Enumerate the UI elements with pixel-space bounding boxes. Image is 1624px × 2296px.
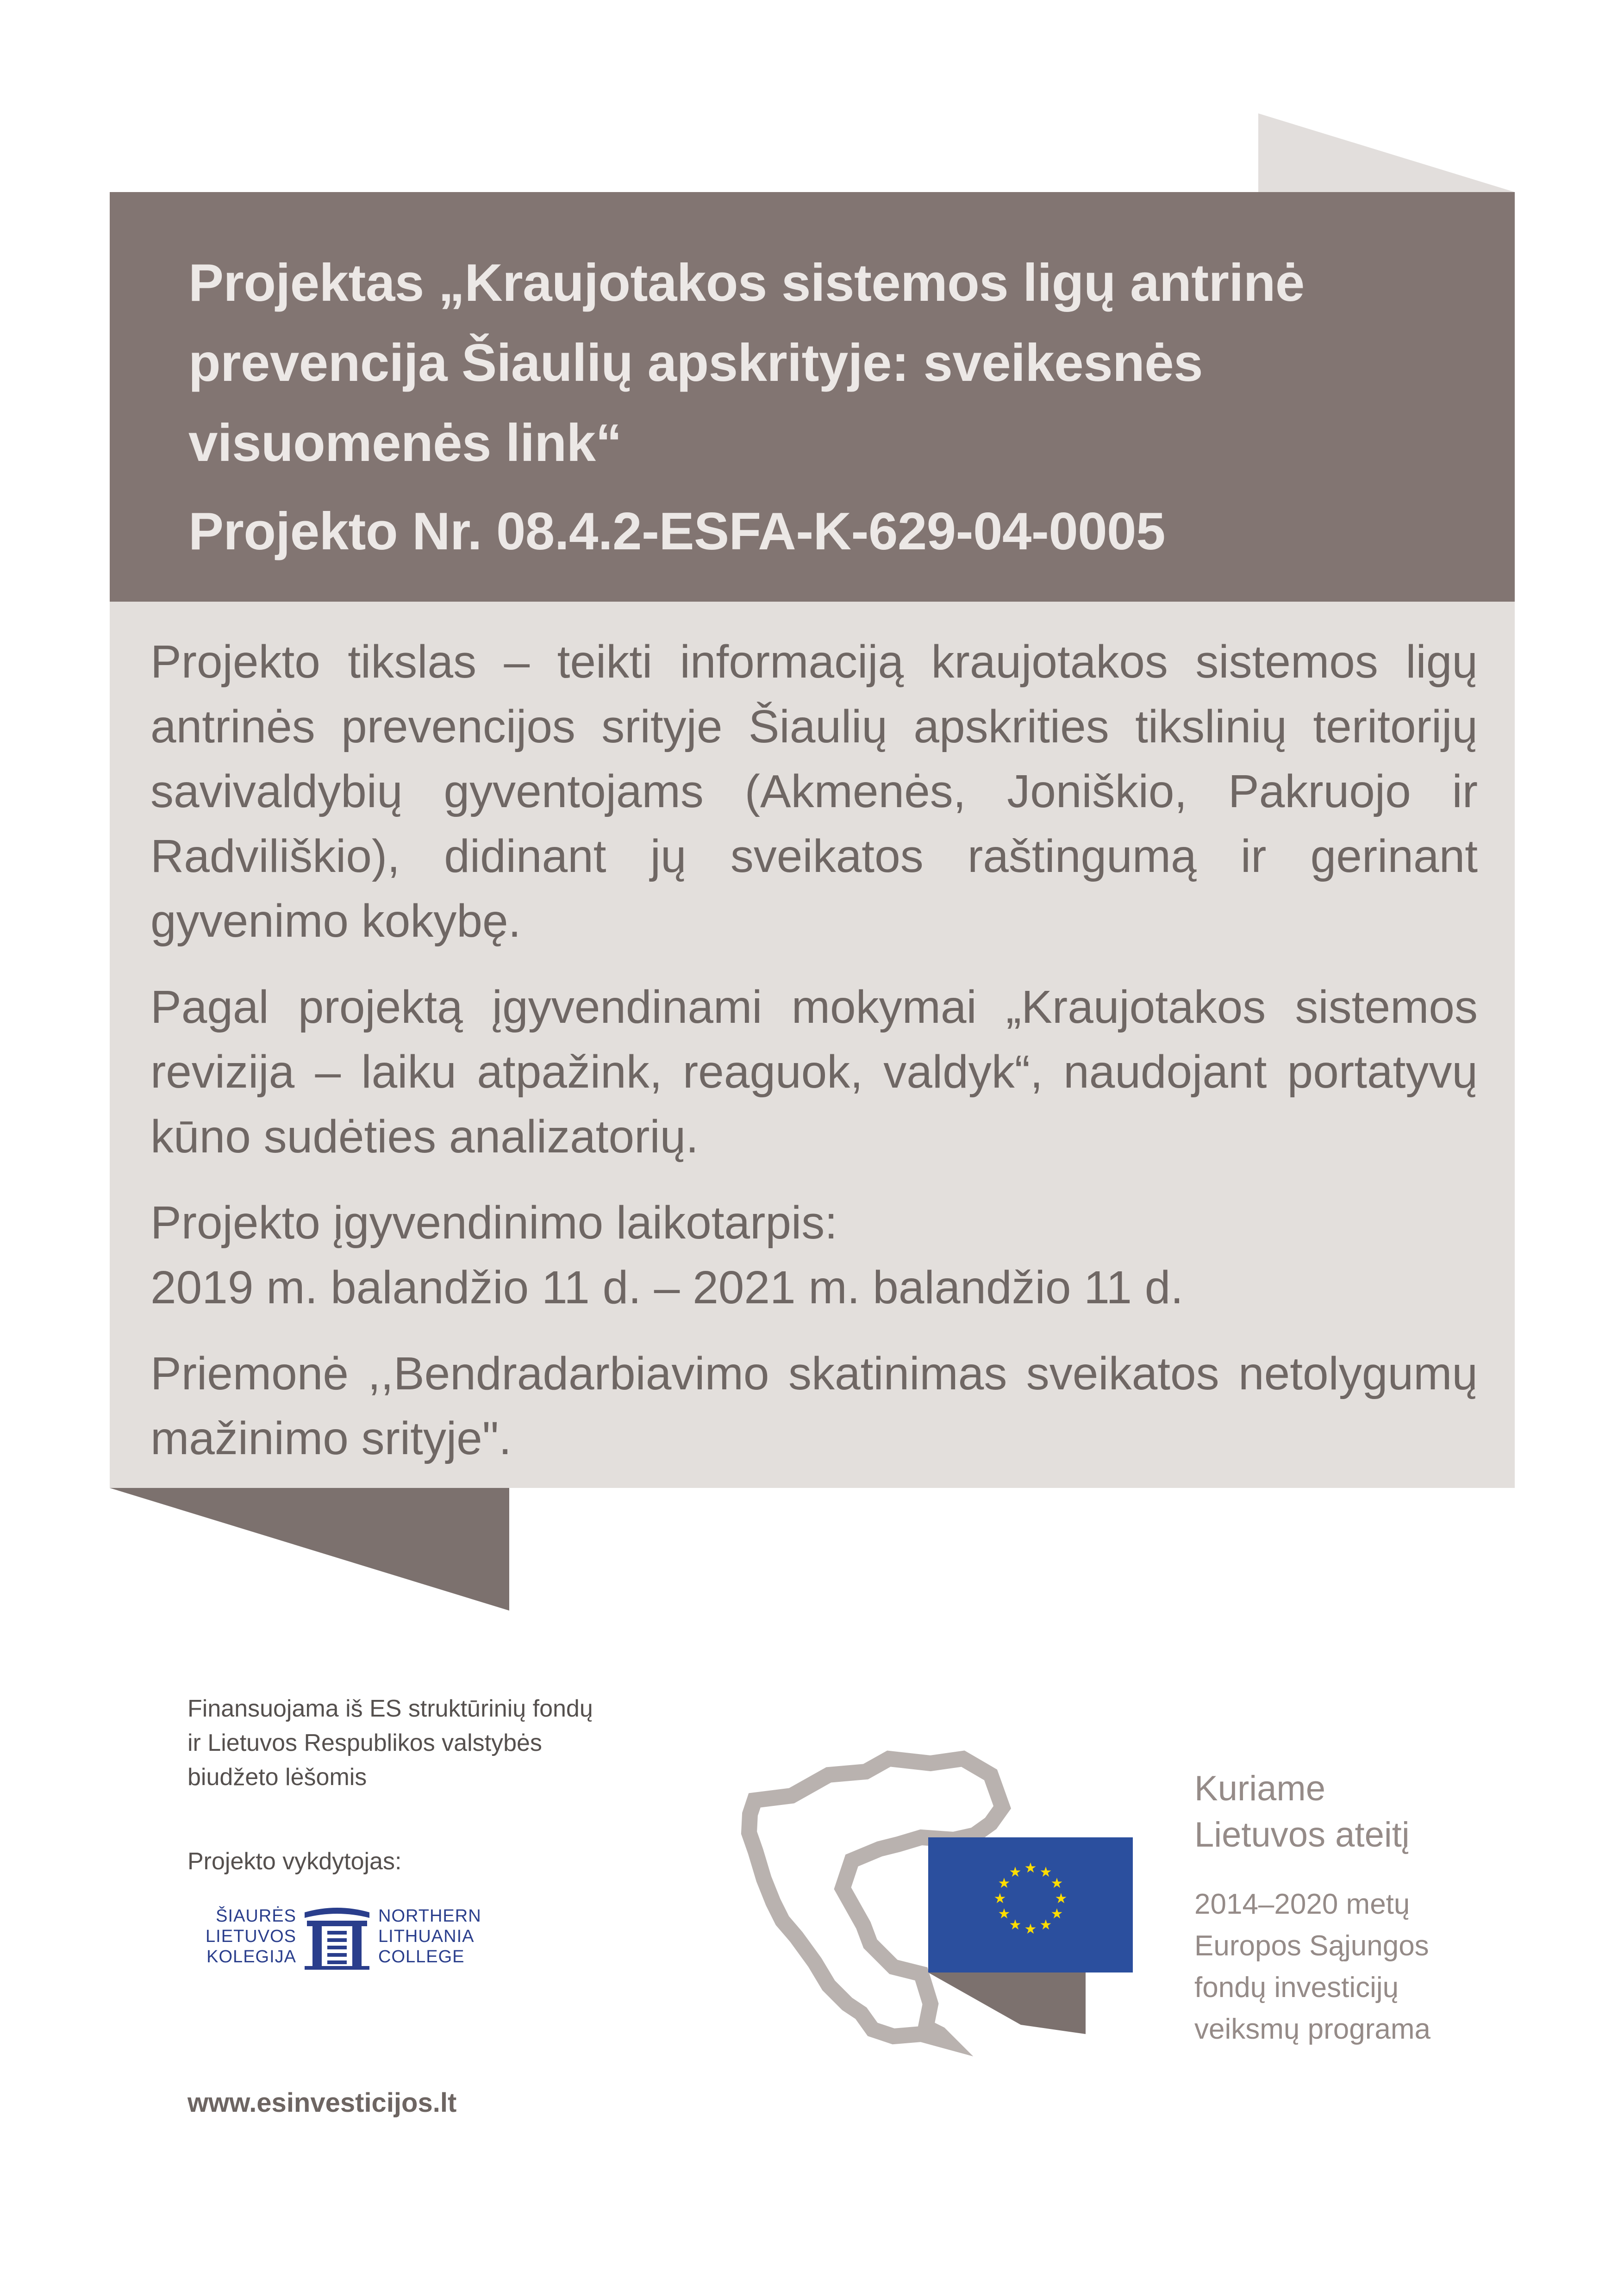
- website-link[interactable]: www.esinvesticijos.lt: [187, 2088, 457, 2118]
- svg-text:★: ★: [1039, 1864, 1052, 1880]
- svg-text:★: ★: [1024, 1860, 1037, 1876]
- svg-text:★: ★: [1039, 1917, 1052, 1933]
- college-name-en: NORTHERN LITHUANIA COLLEGE: [378, 1906, 481, 1966]
- svg-text:★: ★: [1050, 1875, 1063, 1892]
- svg-text:★: ★: [1024, 1921, 1037, 1937]
- svg-text:★: ★: [993, 1891, 1006, 1907]
- svg-text:★: ★: [1050, 1906, 1063, 1922]
- funding-text: Finansuojama iš ES struktūrinių fondų ir Lietuvos Respublikos valstybės biudžeto lėšomis: [187, 1695, 593, 1791]
- svg-text:★: ★: [1055, 1891, 1068, 1907]
- flag-shadow: [928, 1972, 1086, 2034]
- college-name-lt: ŠIAURĖS LIETUVOS KOLEGIJA: [206, 1906, 296, 1966]
- svg-text:★: ★: [1009, 1917, 1022, 1933]
- period-value: 2019 m. balandžio 11 d. – 2021 m. balandžio 11 d.: [150, 1262, 1184, 1313]
- svg-text:★: ★: [1009, 1864, 1022, 1880]
- executor-label: Projekto vykdytojas:: [187, 1848, 402, 1875]
- eu-flag-icon: [928, 1837, 1133, 1972]
- project-number: Projekto Nr. 08.4.2-ESFA-K-629-04-0005: [188, 502, 1165, 561]
- program-text: 2014–2020 metų Europos Sąjungos fondų investicijų veiksmų programa: [1194, 1888, 1430, 2045]
- project-title: Projektas „Kraujotakos sistemos ligų antrinė prevencija Šiaulių apskrityje: sveikesnės visuomenės link“: [188, 254, 1305, 473]
- svg-text:★: ★: [998, 1875, 1011, 1892]
- project-goal: Projekto tikslas – teikti informaciją kraujotakos sistemos ligų antrinės prevencijos srityje Šiaulių apskrities tikslinių teritorijų savivaldybių gyventojams (Akmenės, Joniškio, Pakruojo ir Radviliškio), didinant jų sveikatos raštingumą ir gerinant gyvenimo kokybę.: [150, 636, 1478, 947]
- period-label: Projekto įgyvendinimo laikotarpis:: [150, 1197, 838, 1249]
- slogan: Kuriame Lietuvos ateitį: [1194, 1769, 1410, 1854]
- project-measure: Priemonė ,,Bendradarbiavimo skatinimas sveikatos netolygumų mažinimo srityje".: [150, 1348, 1478, 1464]
- project-trainings: Pagal projektą įgyvendinami mokymai „Kraujotakos sistemos revizija – laiku atpažink, reaguok, valdyk“, naudojant portatyvų kūno sudėties analizatorių.: [150, 981, 1478, 1163]
- svg-text:★: ★: [998, 1906, 1011, 1922]
